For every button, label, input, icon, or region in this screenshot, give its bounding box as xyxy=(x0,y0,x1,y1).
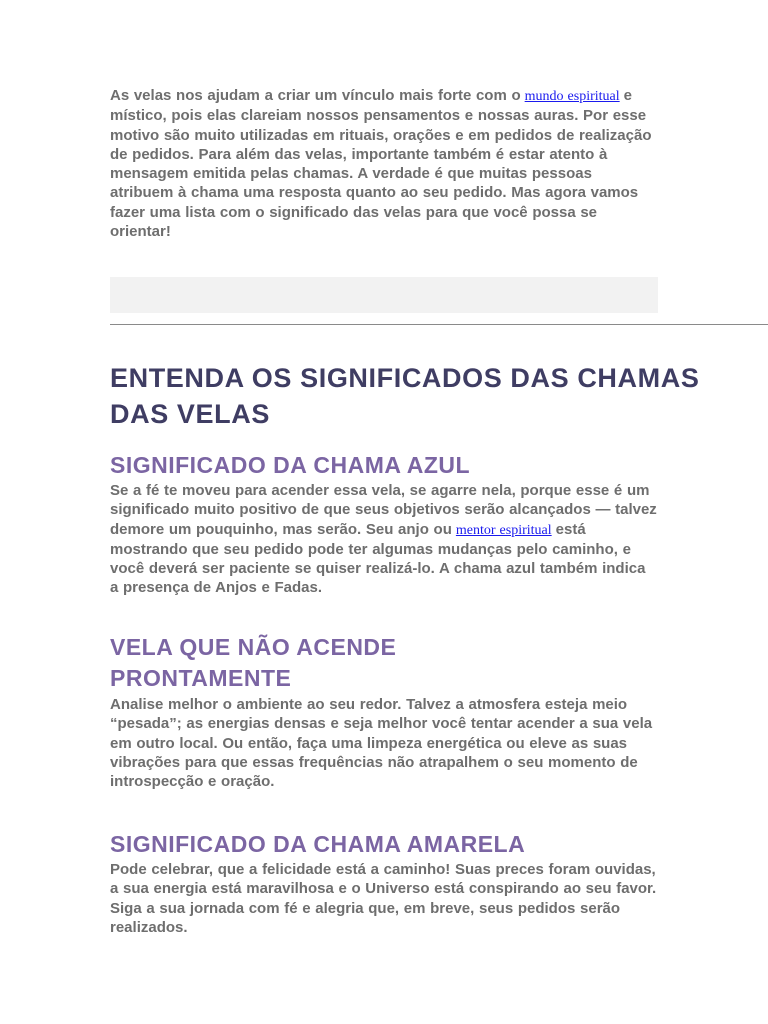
mentor-espiritual-link[interactable]: mentor espiritual xyxy=(455,522,552,538)
section-heading-vela-nao-acende: VELA QUE NÃO ACENDE PRONTAMENTE xyxy=(110,634,397,691)
intro-text-start: As velas nos ajudam a criar um vínculo mais forte com o xyxy=(110,87,521,104)
intro-paragraph xyxy=(110,86,658,241)
section-heading-chama-amarela: SIGNIFICADO DA CHAMA AMARELA xyxy=(110,831,526,857)
section-chama-amarela xyxy=(110,829,670,937)
intro-text-end: e místico, pois elas clareiam nossos pensamentos e nossas auras. Por esse motivo são muito utilizadas em rituais, orações e em pedidos de realização de pedidos. Para além das velas, importante também é estar atento à mensagem emitida pelas chamas. A verdade é que muitas pessoas atribuem à chama uma resposta quanto ao seu pedido. Mas agora vamos fazer uma lista com o significado das velas para que você possa se orientar! xyxy=(110,87,652,241)
section-text-chama-azul xyxy=(110,481,658,598)
chama-azul-text-end: está mostrando que seu pedido pode ter algumas mudanças pelo caminho, e você deverá ser paciente se quiser realizá-lo. A chama azul também indica a presença de Anjos e Fadas. xyxy=(110,520,646,597)
main-heading: ENTENDA OS SIGNIFICADOS DAS CHAMAS DAS VELAS xyxy=(110,363,700,429)
section-vela-nao-acende-body xyxy=(110,695,670,791)
section-text-chama-amarela: Pode celebrar, que a felicidade está a caminho! Suas preces foram ouvidas, a sua energia está maravilhosa e o Universo está conspirando ao seu favor. Siga a sua jornada com fé e alegria que, em breve, seus pedidos serão realizados. xyxy=(110,861,657,936)
section-text-vela-nao-acende: Analise melhor o ambiente ao seu redor. Talvez a atmosfera esteja meio “pesada”; as energias densas e seja melhor você tentar acender a sua vela em outro local. Ou então, faça uma limpeza energética ou eleve as suas vibrações para que essas frequências não atrapalhem o seu momento de introspecção e oração. xyxy=(110,696,653,791)
chama-azul-text-start: Se a fé te moveu para acender essa vela, se agarre nela, porque esse é um significado muito positivo de que seus objetivos serão alcançados — talvez demore um pouquinho, mas serão. Seu anjo ou xyxy=(110,482,657,538)
mundo-espiritual-link[interactable]: mundo espiritual xyxy=(524,89,620,104)
section-chama-azul xyxy=(110,450,670,598)
gray-placeholder-box xyxy=(110,277,658,313)
horizontal-divider xyxy=(110,324,768,325)
section-vela-nao-acende xyxy=(110,632,530,694)
section-heading-chama-azul: SIGNIFICADO DA CHAMA AZUL xyxy=(110,452,471,478)
intro-section xyxy=(110,86,658,241)
